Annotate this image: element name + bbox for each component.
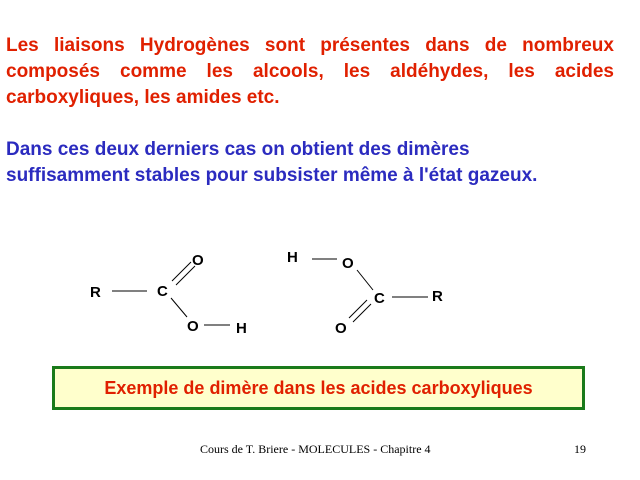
atom-o-top-left: O bbox=[192, 252, 204, 269]
dimer-line-1: Dans ces deux derniers cas on obtient des dimères bbox=[6, 139, 470, 160]
double-bond-right-2 bbox=[353, 304, 371, 322]
bond-c-o-left bbox=[171, 298, 187, 317]
intro-line-2: composés comme les alcools, les aldéhydes, les acides bbox=[6, 61, 614, 82]
intro-line-3: carboxyliques, les amides etc. bbox=[6, 87, 280, 108]
atom-c-left: C bbox=[157, 283, 168, 300]
caption-text: Exemple de dimère dans les acides carboxyliques bbox=[104, 377, 533, 398]
bond-o-c-right bbox=[357, 270, 373, 290]
double-bond-right-1 bbox=[349, 300, 367, 318]
double-bond-left-1 bbox=[172, 262, 191, 281]
atom-h-right: H bbox=[287, 249, 298, 266]
atom-r-left: R bbox=[90, 284, 101, 301]
page-number: 19 bbox=[574, 442, 586, 456]
atom-c-right: C bbox=[374, 290, 385, 307]
caption-box bbox=[52, 366, 585, 410]
footer-course-title: Cours de T. Briere - MOLECULES - Chapitre 4 bbox=[200, 442, 431, 456]
intro-line-1: Les liaisons Hydrogènes sont présentes dans de nombreux bbox=[6, 35, 614, 56]
atom-o-bottom-left: O bbox=[187, 318, 199, 335]
atom-h-left: H bbox=[236, 320, 247, 337]
atom-o-bottom-right: O bbox=[335, 320, 347, 337]
atom-o-top-right: O bbox=[342, 255, 354, 272]
atom-r-right: R bbox=[432, 288, 443, 305]
dimer-line-2: suffisamment stables pour subsister même à l'état gazeux. bbox=[6, 165, 538, 186]
